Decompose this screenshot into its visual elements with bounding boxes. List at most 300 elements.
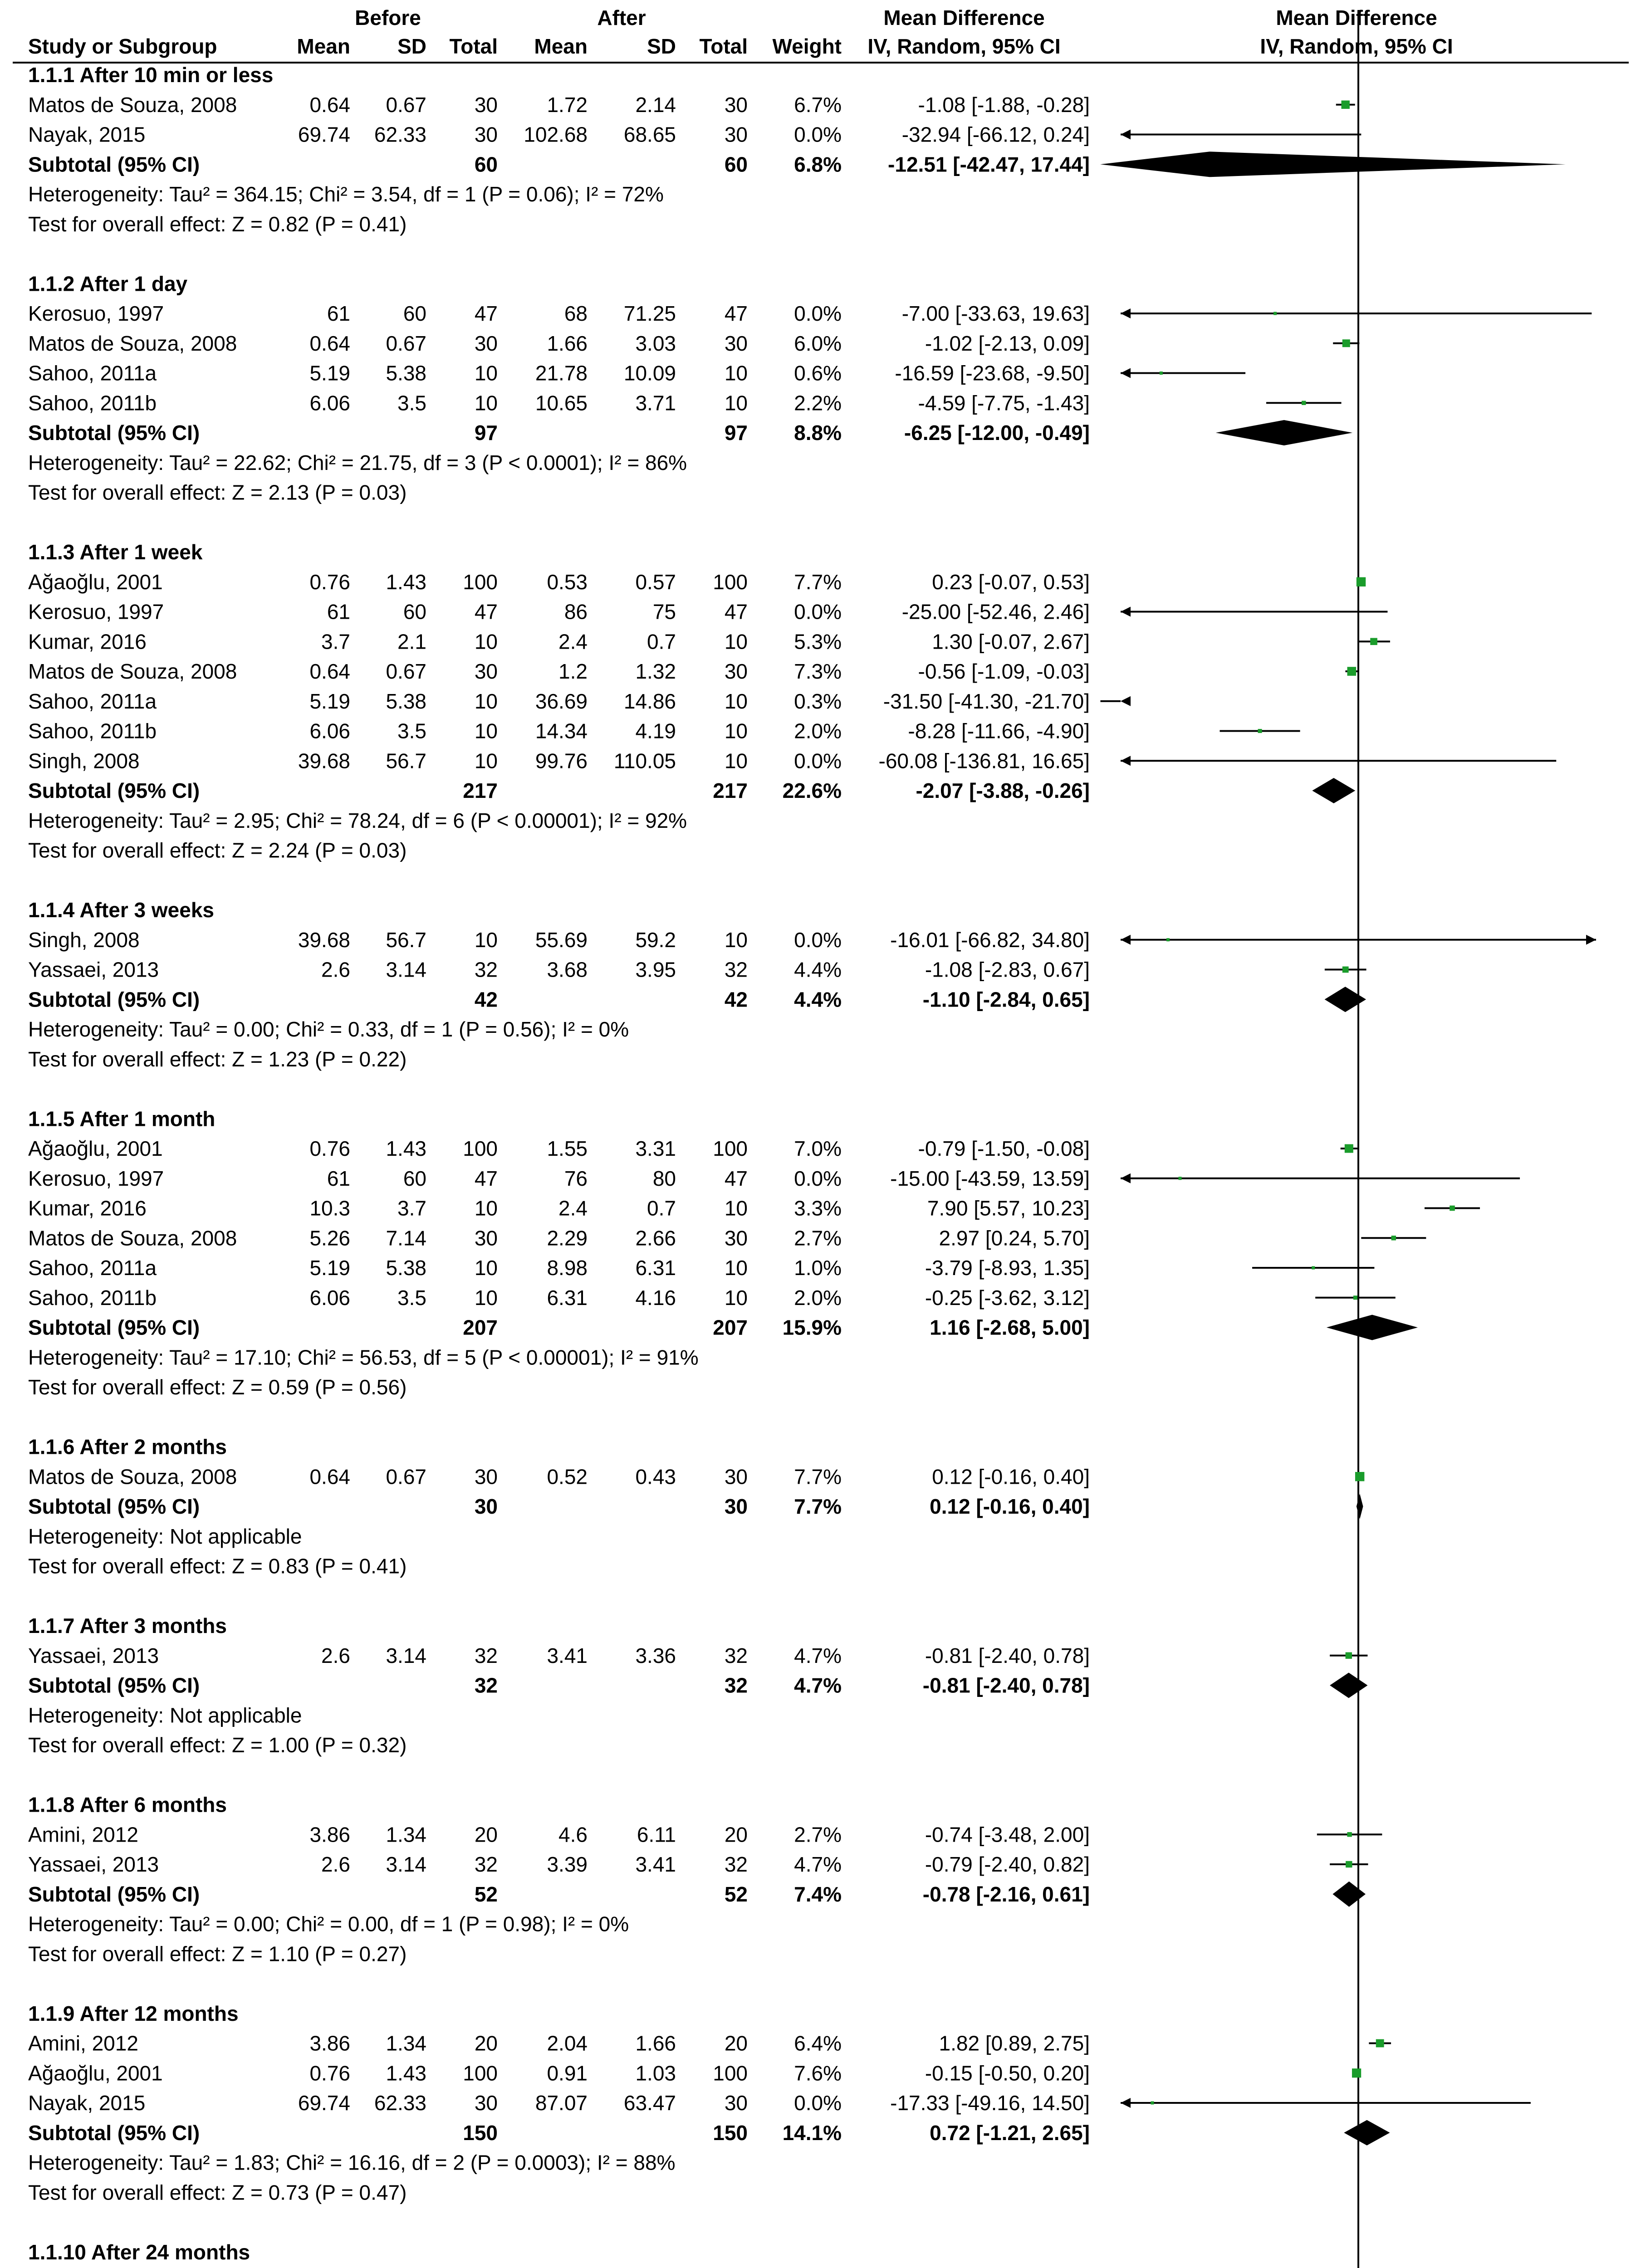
study-label: Matos de Souza, 2008 bbox=[28, 93, 237, 117]
col-after-mean: Mean bbox=[534, 34, 588, 58]
cell-after-sd: 2.14 bbox=[635, 93, 676, 117]
cell-after-mean: 99.76 bbox=[535, 749, 588, 773]
header-row bbox=[28, 1435, 227, 1459]
cell-after-total: 52 bbox=[724, 1882, 748, 1906]
cell-before-mean: 69.74 bbox=[298, 2091, 350, 2115]
cell-after-total: 42 bbox=[724, 987, 748, 1012]
cell-ci: -0.79 [-2.40, 0.82] bbox=[925, 1853, 1090, 1876]
study-label: Matos de Souza, 2008 bbox=[28, 1226, 237, 1250]
cell-before-total: 47 bbox=[474, 302, 498, 325]
cell-after-sd: 4.19 bbox=[635, 719, 676, 743]
cell-weight: 1.0% bbox=[794, 1256, 842, 1280]
cell-before-total: 100 bbox=[463, 1137, 498, 1160]
cell-after-total: 60 bbox=[724, 152, 748, 176]
text-label: Heterogeneity: Tau² = 0.00; Chi² = 0.33, df = 1 (P = 0.56); I² = 0% bbox=[28, 1017, 629, 1041]
study-label: Singh, 2008 bbox=[28, 928, 140, 952]
cell-before-mean: 0.76 bbox=[309, 570, 350, 594]
cell-before-mean: 2.6 bbox=[321, 958, 350, 982]
cell-after-mean: 76 bbox=[564, 1166, 588, 1190]
cell-ci: 1.30 [-0.07, 2.67] bbox=[932, 630, 1090, 654]
study-label: Kumar, 2016 bbox=[28, 1196, 147, 1220]
point-estimate bbox=[1302, 401, 1306, 405]
subtotal-diamond bbox=[1327, 1315, 1418, 1340]
cell-ci: -60.08 [-136.81, 16.65] bbox=[878, 749, 1090, 773]
point-estimate bbox=[1355, 1472, 1364, 1481]
point-estimate bbox=[1160, 371, 1163, 375]
cell-after-total: 32 bbox=[724, 958, 748, 982]
cell-weight: 5.3% bbox=[794, 630, 842, 654]
cell-after-total: 10 bbox=[724, 928, 748, 952]
study-label: Kerosuo, 1997 bbox=[28, 302, 164, 325]
subtotal-row bbox=[28, 421, 1090, 445]
text-row bbox=[28, 1554, 407, 1578]
cell-after-sd: 0.57 bbox=[635, 570, 676, 594]
text-row bbox=[28, 1047, 407, 1071]
header-row bbox=[28, 1614, 227, 1637]
study-label: Kerosuo, 1997 bbox=[28, 1166, 164, 1190]
cell-after-mean: 86 bbox=[564, 600, 588, 624]
study-row bbox=[28, 2061, 1090, 2085]
header-row bbox=[28, 1793, 227, 1817]
cell-weight: 4.4% bbox=[794, 987, 842, 1012]
subtotal-row bbox=[28, 1674, 1090, 1697]
cell-weight: 0.0% bbox=[794, 749, 842, 773]
study-label: Kumar, 2016 bbox=[28, 630, 147, 654]
cell-before-mean: 61 bbox=[327, 302, 350, 325]
text-row bbox=[28, 839, 407, 862]
subtotal-diamond bbox=[1100, 152, 1566, 177]
cell-weight: 7.6% bbox=[794, 2061, 842, 2085]
cell-before-total: 10 bbox=[474, 391, 498, 415]
cell-after-mean: 3.39 bbox=[547, 1853, 588, 1876]
cell-before-mean: 61 bbox=[327, 1166, 350, 1190]
cell-ci: 1.82 [0.89, 2.75] bbox=[939, 2031, 1090, 2055]
table-header bbox=[13, 6, 1629, 63]
cell-after-mean: 3.68 bbox=[547, 958, 588, 982]
cell-before-mean: 0.64 bbox=[309, 93, 350, 117]
cell-after-sd: 1.66 bbox=[635, 2031, 676, 2055]
cell-before-total: 10 bbox=[474, 1196, 498, 1220]
cell-after-total: 10 bbox=[724, 689, 748, 713]
cell-ci: -17.33 [-49.16, 14.50] bbox=[890, 2091, 1090, 2115]
cell-before-total: 60 bbox=[474, 152, 498, 176]
cell-before-sd: 62.33 bbox=[374, 2091, 426, 2115]
cell-after-total: 100 bbox=[713, 2061, 748, 2085]
cell-ci: -6.25 [-12.00, -0.49] bbox=[904, 421, 1090, 445]
text-row bbox=[28, 1733, 407, 1757]
table-rows bbox=[28, 63, 1090, 2268]
ci-arrow-left bbox=[1121, 308, 1131, 318]
cell-after-total: 32 bbox=[724, 1673, 748, 1697]
group-after-label: After bbox=[597, 6, 646, 29]
header-row bbox=[28, 1107, 215, 1130]
cell-ci: 1.16 [-2.68, 5.00] bbox=[930, 1315, 1090, 1339]
subtotal-diamond bbox=[1325, 987, 1366, 1012]
cell-ci: -1.08 [-2.83, 0.67] bbox=[925, 958, 1090, 982]
study-row bbox=[28, 391, 1090, 415]
cell-ci: -0.81 [-2.40, 0.78] bbox=[922, 1673, 1090, 1697]
cell-before-sd: 56.7 bbox=[386, 749, 426, 773]
subtotal-label: Subtotal (95% CI) bbox=[28, 152, 200, 176]
subtotal-label: Subtotal (95% CI) bbox=[28, 1882, 200, 1906]
subtotal-diamond bbox=[1330, 1673, 1367, 1698]
ci-arrow-left bbox=[1121, 756, 1131, 766]
cell-weight: 6.4% bbox=[794, 2031, 842, 2055]
point-estimate bbox=[1352, 2068, 1361, 2077]
cell-after-mean: 2.4 bbox=[558, 630, 588, 654]
study-row bbox=[28, 302, 1090, 325]
study-row bbox=[28, 332, 1090, 355]
cell-weight: 7.7% bbox=[794, 570, 842, 594]
study-label: Amini, 2012 bbox=[28, 2031, 138, 2055]
cell-weight: 4.7% bbox=[794, 1673, 842, 1697]
cell-ci: -0.78 [-2.16, 0.61] bbox=[922, 1882, 1090, 1906]
cell-before-mean: 39.68 bbox=[298, 749, 350, 773]
cell-after-sd: 3.71 bbox=[635, 391, 676, 415]
subtotal-label: Subtotal (95% CI) bbox=[28, 987, 200, 1012]
cell-after-total: 47 bbox=[724, 600, 748, 624]
text-row bbox=[28, 1375, 407, 1399]
ci-arrow-left bbox=[1121, 935, 1131, 945]
text-row bbox=[28, 481, 407, 504]
study-label: Yassaei, 2013 bbox=[28, 958, 159, 982]
study-label: Matos de Souza, 2008 bbox=[28, 1465, 237, 1489]
cell-after-total: 47 bbox=[724, 1166, 748, 1190]
cell-before-mean: 5.19 bbox=[309, 689, 350, 713]
point-estimate bbox=[1151, 2102, 1154, 2105]
cell-ci: -15.00 [-43.59, 13.59] bbox=[890, 1166, 1090, 1190]
cell-after-sd: 3.03 bbox=[635, 331, 676, 355]
header-row bbox=[28, 898, 214, 922]
cell-before-sd: 5.38 bbox=[386, 689, 426, 713]
study-label: Kerosuo, 1997 bbox=[28, 600, 164, 624]
cell-before-mean: 3.7 bbox=[321, 630, 350, 654]
text-row bbox=[28, 1525, 302, 1548]
study-row bbox=[28, 1137, 1090, 1160]
cell-before-sd: 60 bbox=[403, 600, 426, 624]
header-label: 1.1.8 After 6 months bbox=[28, 1793, 227, 1817]
study-label: Sahoo, 2011a bbox=[28, 1256, 157, 1280]
text-row bbox=[28, 1942, 407, 1965]
col-after-total: Total bbox=[699, 34, 748, 58]
cell-ci: -7.00 [-33.63, 19.63] bbox=[901, 302, 1090, 325]
cell-ci: -31.50 [-41.30, -21.70] bbox=[883, 689, 1090, 713]
study-row bbox=[28, 1853, 1090, 1876]
cell-ci: 0.23 [-0.07, 0.53] bbox=[932, 570, 1090, 594]
cell-weight: 0.0% bbox=[794, 600, 842, 624]
cell-after-total: 30 bbox=[724, 2091, 748, 2115]
text-label: Heterogeneity: Tau² = 364.15; Chi² = 3.54, df = 1 (P = 0.06); I² = 72% bbox=[28, 182, 664, 206]
cell-before-total: 32 bbox=[474, 1673, 498, 1697]
cell-before-total: 32 bbox=[474, 958, 498, 982]
cell-before-sd: 2.1 bbox=[397, 630, 426, 654]
point-estimate bbox=[1258, 729, 1262, 733]
cell-after-sd: 14.86 bbox=[623, 689, 676, 713]
md-column-title: Mean Difference bbox=[883, 6, 1045, 29]
study-label: Sahoo, 2011b bbox=[28, 391, 157, 415]
point-estimate bbox=[1179, 1177, 1182, 1180]
cell-ci: -25.00 [-52.46, 2.46] bbox=[901, 600, 1090, 624]
cell-ci: -0.81 [-2.40, 0.78] bbox=[925, 1643, 1090, 1667]
cell-after-total: 10 bbox=[724, 749, 748, 773]
study-row bbox=[28, 630, 1090, 653]
cell-before-total: 217 bbox=[463, 779, 498, 802]
cell-before-mean: 0.76 bbox=[309, 1137, 350, 1160]
cell-after-sd: 59.2 bbox=[635, 928, 676, 952]
text-row bbox=[28, 1017, 629, 1041]
cell-after-total: 10 bbox=[724, 1196, 748, 1220]
study-row bbox=[28, 928, 1090, 952]
text-label: Test for overall effect: Z = 2.24 (P = 0.03) bbox=[28, 838, 407, 862]
cell-before-sd: 1.43 bbox=[386, 570, 426, 594]
cell-before-sd: 56.7 bbox=[386, 928, 426, 952]
text-label: Heterogeneity: Tau² = 17.10; Chi² = 56.53, df = 5 (P < 0.00001); I² = 91% bbox=[28, 1345, 699, 1369]
cell-after-total: 10 bbox=[724, 391, 748, 415]
cell-after-sd: 1.32 bbox=[635, 660, 676, 683]
cell-weight: 7.4% bbox=[794, 1882, 842, 1906]
cell-weight: 0.3% bbox=[794, 689, 842, 713]
cell-after-total: 30 bbox=[724, 1495, 748, 1518]
cell-after-total: 10 bbox=[724, 1256, 748, 1280]
text-row bbox=[28, 451, 687, 474]
text-label: Test for overall effect: Z = 0.83 (P = 0.41) bbox=[28, 1554, 407, 1578]
cell-before-total: 10 bbox=[474, 361, 498, 385]
subtotal-label: Subtotal (95% CI) bbox=[28, 779, 200, 802]
cell-after-mean: 2.29 bbox=[547, 1226, 588, 1250]
study-label: Yassaei, 2013 bbox=[28, 1853, 159, 1876]
cell-before-sd: 0.67 bbox=[386, 331, 426, 355]
cell-after-total: 10 bbox=[724, 719, 748, 743]
cell-before-total: 30 bbox=[474, 660, 498, 683]
col-before-total: Total bbox=[449, 34, 498, 58]
cell-ci: 0.12 [-0.16, 0.40] bbox=[932, 1465, 1090, 1489]
point-estimate bbox=[1346, 1861, 1352, 1867]
cell-before-total: 100 bbox=[463, 2061, 498, 2085]
text-row bbox=[28, 1703, 302, 1727]
cell-after-total: 20 bbox=[724, 2031, 748, 2055]
subtotal-row bbox=[28, 1316, 1090, 1339]
cell-after-total: 30 bbox=[724, 93, 748, 117]
study-row bbox=[28, 570, 1090, 594]
cell-after-sd: 75 bbox=[652, 600, 676, 624]
cell-ci: -32.94 [-66.12, 0.24] bbox=[901, 122, 1090, 147]
study-row bbox=[28, 362, 1090, 385]
study-label: Nayak, 2015 bbox=[28, 122, 146, 147]
cell-before-sd: 5.38 bbox=[386, 361, 426, 385]
cell-before-mean: 6.06 bbox=[309, 1286, 350, 1310]
study-row bbox=[28, 1197, 1090, 1220]
cell-before-sd: 60 bbox=[403, 302, 426, 325]
subtotal-label: Subtotal (95% CI) bbox=[28, 1495, 200, 1518]
ci-arrow-left bbox=[1121, 696, 1131, 706]
cell-ci: -1.02 [-2.13, 0.09] bbox=[925, 331, 1090, 355]
cell-before-total: 30 bbox=[474, 331, 498, 355]
plot-column-title: Mean Difference bbox=[1276, 6, 1437, 29]
cell-before-mean: 3.86 bbox=[309, 2031, 350, 2055]
subtotal-diamond bbox=[1344, 2120, 1390, 2146]
ci-arrow-left bbox=[1121, 2098, 1131, 2108]
cell-after-sd: 3.31 bbox=[635, 1137, 676, 1160]
cell-before-mean: 10.3 bbox=[309, 1196, 350, 1220]
cell-before-total: 10 bbox=[474, 630, 498, 654]
cell-weight: 6.8% bbox=[794, 152, 842, 176]
text-label: Heterogeneity: Tau² = 2.95; Chi² = 78.24, df = 6 (P < 0.00001); I² = 92% bbox=[28, 808, 687, 832]
cell-ci: -16.59 [-23.68, -9.50] bbox=[895, 361, 1090, 385]
study-row bbox=[28, 749, 1090, 772]
study-row bbox=[28, 1465, 1090, 1488]
md-column-method: IV, Random, 95% CI bbox=[867, 34, 1061, 58]
cell-after-sd: 0.7 bbox=[647, 630, 676, 654]
cell-weight: 0.0% bbox=[794, 1166, 842, 1190]
header-label: 1.1.4 After 3 weeks bbox=[28, 898, 214, 922]
cell-before-total: 30 bbox=[474, 1465, 498, 1489]
subtotal-label: Subtotal (95% CI) bbox=[28, 1315, 200, 1339]
cell-after-sd: 2.66 bbox=[635, 1226, 676, 1250]
cell-after-sd: 110.05 bbox=[613, 749, 676, 773]
text-row bbox=[28, 2151, 675, 2175]
header-label: 1.1.1 After 10 min or less bbox=[28, 63, 274, 87]
cell-ci: -0.15 [-0.50, 0.20] bbox=[925, 2061, 1090, 2085]
point-estimate bbox=[1353, 1295, 1357, 1300]
header-row bbox=[28, 272, 188, 295]
point-estimate bbox=[1345, 1144, 1353, 1153]
cell-weight: 2.7% bbox=[794, 1226, 842, 1250]
point-estimate bbox=[1342, 967, 1349, 973]
cell-ci: -3.79 [-8.93, 1.35] bbox=[925, 1256, 1090, 1280]
text-label: Heterogeneity: Tau² = 0.00; Chi² = 0.00, df = 1 (P = 0.98); I² = 0% bbox=[28, 1912, 629, 1936]
cell-after-total: 207 bbox=[713, 1315, 748, 1339]
cell-after-mean: 0.91 bbox=[547, 2061, 588, 2085]
cell-before-total: 207 bbox=[463, 1315, 498, 1339]
cell-before-mean: 0.64 bbox=[309, 331, 350, 355]
cell-weight: 4.7% bbox=[794, 1643, 842, 1667]
cell-ci: 7.90 [5.57, 10.23] bbox=[927, 1196, 1090, 1220]
cell-before-total: 10 bbox=[474, 928, 498, 952]
cell-ci: -0.74 [-3.48, 2.00] bbox=[925, 1823, 1090, 1847]
cell-after-mean: 1.72 bbox=[547, 93, 588, 117]
text-row bbox=[28, 212, 407, 236]
cell-after-total: 30 bbox=[724, 122, 748, 147]
cell-before-sd: 0.67 bbox=[386, 660, 426, 683]
cell-after-total: 32 bbox=[724, 1853, 748, 1876]
cell-weight: 22.6% bbox=[782, 779, 842, 802]
study-label: Matos de Souza, 2008 bbox=[28, 660, 237, 683]
cell-before-total: 30 bbox=[474, 2091, 498, 2115]
ci-arrow-left bbox=[1121, 130, 1131, 140]
subtotal-label: Subtotal (95% CI) bbox=[28, 1673, 200, 1697]
cell-before-mean: 0.64 bbox=[309, 1465, 350, 1489]
cell-before-mean: 69.74 bbox=[298, 122, 350, 147]
cell-before-mean: 2.6 bbox=[321, 1853, 350, 1876]
cell-weight: 2.2% bbox=[794, 391, 842, 415]
cell-before-sd: 3.5 bbox=[397, 391, 426, 415]
study-row bbox=[28, 958, 1090, 982]
point-estimate bbox=[1391, 1236, 1396, 1240]
study-label: Ağaoğlu, 2001 bbox=[28, 570, 163, 594]
cell-after-mean: 2.04 bbox=[547, 2031, 588, 2055]
subtotal-diamond bbox=[1332, 1882, 1366, 1907]
cell-after-sd: 63.47 bbox=[623, 2091, 676, 2115]
cell-after-total: 10 bbox=[724, 361, 748, 385]
cell-before-sd: 3.7 bbox=[397, 1196, 426, 1220]
cell-before-total: 20 bbox=[474, 1823, 498, 1847]
point-estimate bbox=[1450, 1206, 1455, 1211]
cell-after-sd: 3.36 bbox=[635, 1643, 676, 1667]
cell-ci: 2.97 [0.24, 5.70] bbox=[939, 1226, 1090, 1250]
plot-area bbox=[1100, 10, 1596, 2268]
study-label: Ağaoğlu, 2001 bbox=[28, 2061, 163, 2085]
ci-arrow-left bbox=[1121, 368, 1131, 378]
cell-before-sd: 7.14 bbox=[386, 1226, 426, 1250]
cell-weight: 0.0% bbox=[794, 302, 842, 325]
study-row bbox=[28, 1167, 1090, 1190]
cell-before-total: 150 bbox=[463, 2121, 498, 2145]
text-row bbox=[28, 1912, 629, 1936]
point-estimate bbox=[1347, 667, 1357, 676]
cell-after-total: 10 bbox=[724, 1286, 748, 1310]
header-row bbox=[28, 2002, 239, 2025]
study-row bbox=[28, 1226, 1090, 1250]
cell-weight: 0.0% bbox=[794, 928, 842, 952]
study-row bbox=[28, 660, 1090, 683]
cell-weight: 7.3% bbox=[794, 660, 842, 683]
cell-after-total: 47 bbox=[724, 302, 748, 325]
cell-weight: 4.4% bbox=[794, 958, 842, 982]
header-label: 1.1.3 After 1 week bbox=[28, 540, 203, 564]
cell-before-sd: 1.34 bbox=[386, 1823, 426, 1847]
cell-after-mean: 21.78 bbox=[535, 361, 588, 385]
cell-before-sd: 3.5 bbox=[397, 719, 426, 743]
cell-weight: 15.9% bbox=[782, 1315, 842, 1339]
cell-before-sd: 1.34 bbox=[386, 2031, 426, 2055]
cell-before-sd: 3.14 bbox=[386, 958, 426, 982]
cell-before-mean: 5.19 bbox=[309, 1256, 350, 1280]
study-row bbox=[28, 1256, 1090, 1280]
cell-ci: -12.51 [-42.47, 17.44] bbox=[888, 152, 1090, 176]
cell-after-sd: 0.7 bbox=[647, 1196, 676, 1220]
subtotal-label: Subtotal (95% CI) bbox=[28, 2121, 200, 2145]
cell-after-total: 32 bbox=[724, 1643, 748, 1667]
header-label: 1.1.10 After 24 months bbox=[28, 2240, 250, 2264]
cell-before-total: 52 bbox=[474, 1882, 498, 1906]
cell-after-mean: 55.69 bbox=[535, 928, 588, 952]
cell-after-total: 100 bbox=[713, 1137, 748, 1160]
subtotal-row bbox=[28, 1495, 1090, 1518]
cell-after-total: 30 bbox=[724, 1465, 748, 1489]
text-label: Test for overall effect: Z = 1.00 (P = 0.32) bbox=[28, 1733, 407, 1757]
cell-ci: 0.72 [-1.21, 2.65] bbox=[930, 2121, 1090, 2145]
study-label: Sahoo, 2011a bbox=[28, 361, 157, 385]
cell-after-sd: 6.31 bbox=[635, 1256, 676, 1280]
text-row bbox=[28, 809, 687, 832]
cell-after-total: 100 bbox=[713, 570, 748, 594]
study-label: Amini, 2012 bbox=[28, 1823, 138, 1847]
cell-after-mean: 2.4 bbox=[558, 1196, 588, 1220]
cell-after-mean: 6.31 bbox=[547, 1286, 588, 1310]
subtotal-row bbox=[28, 2121, 1090, 2145]
cell-ci: 0.12 [-0.16, 0.40] bbox=[930, 1495, 1090, 1518]
cell-before-sd: 5.38 bbox=[386, 1256, 426, 1280]
cell-weight: 0.6% bbox=[794, 361, 842, 385]
cell-after-total: 30 bbox=[724, 660, 748, 683]
cell-after-total: 30 bbox=[724, 331, 748, 355]
cell-after-total: 20 bbox=[724, 1823, 748, 1847]
point-estimate bbox=[1273, 312, 1277, 315]
subtotal-label: Subtotal (95% CI) bbox=[28, 421, 200, 445]
cell-before-total: 20 bbox=[474, 2031, 498, 2055]
cell-after-sd: 3.41 bbox=[635, 1853, 676, 1876]
col-weight: Weight bbox=[772, 34, 842, 58]
